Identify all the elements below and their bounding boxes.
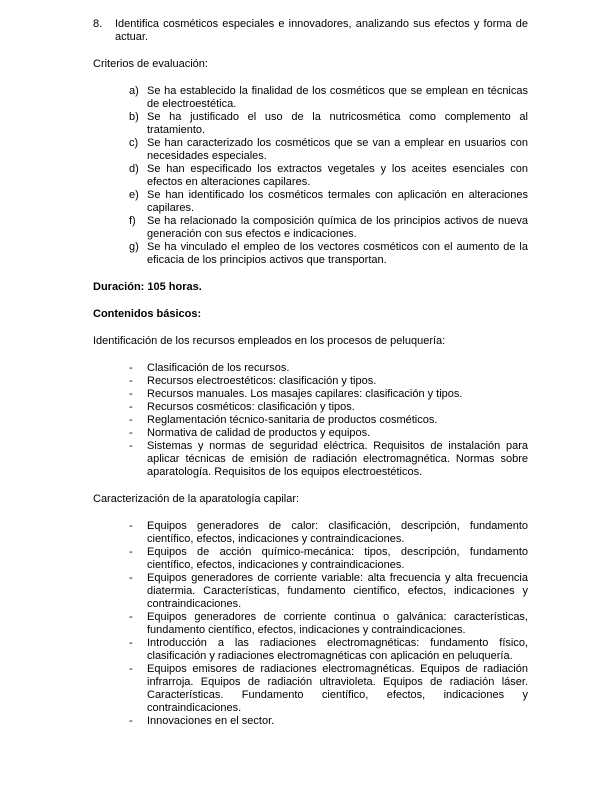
list-item: - Equipos de acción químico-mecánica: tipos, descripción, fundamento científico, efectos, indicaciones y contraindicaciones. xyxy=(129,546,528,571)
list-item: - Equipos generadores de corriente variable: alta frecuencia y alta frecuencia diatermia. Características, fundamento científico, efectos, indicaciones y contraindicaciones. xyxy=(129,572,528,610)
list-item: - Recursos cosméticos: clasificación y tipos. xyxy=(129,401,355,413)
criteria-item: b) Se ha justificado el uso de la nutricosmética como complemento al tratamiento. xyxy=(129,111,528,136)
block1-list xyxy=(93,362,528,479)
criteria-item: e) Se han identificado los cosméticos termales con aplicación en alteraciones capilares. xyxy=(129,189,528,214)
list-item: - Recursos electroestéticos: clasificación y tipos. xyxy=(129,375,377,387)
block1-heading: Identificación de los recursos empleados en los procesos de peluquería: xyxy=(93,335,446,347)
list-item: - Equipos generadores de corriente continua o galvánica: características, fundamento científico, efectos, indicaciones y contraindicaciones. xyxy=(129,611,528,636)
criteria-item: a) Se ha establecido la finalidad de los cosméticos que se emplean en técnicas de electroestética. xyxy=(129,85,528,110)
list-item: - Reglamentación técnico-sanitaria de productos cosméticos. xyxy=(129,414,438,426)
criteria-item: d) Se han especificado los extractos vegetales y los aceites esenciales con efectos en alteraciones capilares. xyxy=(129,163,528,188)
objective-number: 8. xyxy=(93,18,103,30)
list-item: - Clasificación de los recursos. xyxy=(129,362,290,374)
list-item: - Equipos generadores de calor: clasificación, descripción, fundamento científico, efectos, indicaciones y contraindicaciones. xyxy=(129,520,528,545)
list-item: - Recursos manuales. Los masajes capilares: clasificación y tipos. xyxy=(129,388,463,400)
criteria-item: c) Se han caracterizado los cosméticos que se van a emplear en usuarios con necesidades especiales. xyxy=(129,137,528,162)
list-item: - Sistemas y normas de seguridad eléctrica. Requisitos de instalación para aplicar técnicas de emisión de radiación electromagnética. Normas sobre aparatología. Requisitos de los equipos electroestéticos. xyxy=(129,440,528,478)
list-item: - Normativa de calidad de productos y equipos. xyxy=(129,427,371,439)
objective-text: Identifica cosméticos especiales e innovadores, analizando sus efectos y forma de actuar. xyxy=(115,18,528,43)
criteria-item: f) Se ha relacionado la composición química de los principios activos de nueva generación con sus efectos e indicaciones. xyxy=(129,215,528,240)
criteria-item: g) Se ha vinculado el empleo de los vectores cosméticos con el aumento de la eficacia de los principios activos que transportan. xyxy=(129,241,528,266)
criteria-list xyxy=(93,85,528,267)
criteria-heading: Criterios de evaluación: xyxy=(93,58,208,70)
list-item: - Introducción a las radiaciones electromagnéticas: fundamento físico, clasificación y radiaciones electromagnéticas con aplicación en peluquería. xyxy=(129,637,528,662)
block2-heading: Caracterización de la aparatología capilar: xyxy=(93,493,300,505)
block2-list xyxy=(93,520,528,728)
list-item: - Equipos emisores de radiaciones electromagnéticas. Equipos de radiación infrarroja. Equipos de radiación ultravioleta. Equipos de radiación láser. Características. Fundamento científico, efectos, indicaciones y contraindicaciones. xyxy=(129,663,528,714)
duration: Duración: 105 horas. xyxy=(93,281,202,293)
list-item: - Innovaciones en el sector. xyxy=(129,715,275,727)
contents-heading: Contenidos básicos: xyxy=(93,308,202,320)
document-page xyxy=(93,18,528,728)
objective-8 xyxy=(93,18,528,44)
